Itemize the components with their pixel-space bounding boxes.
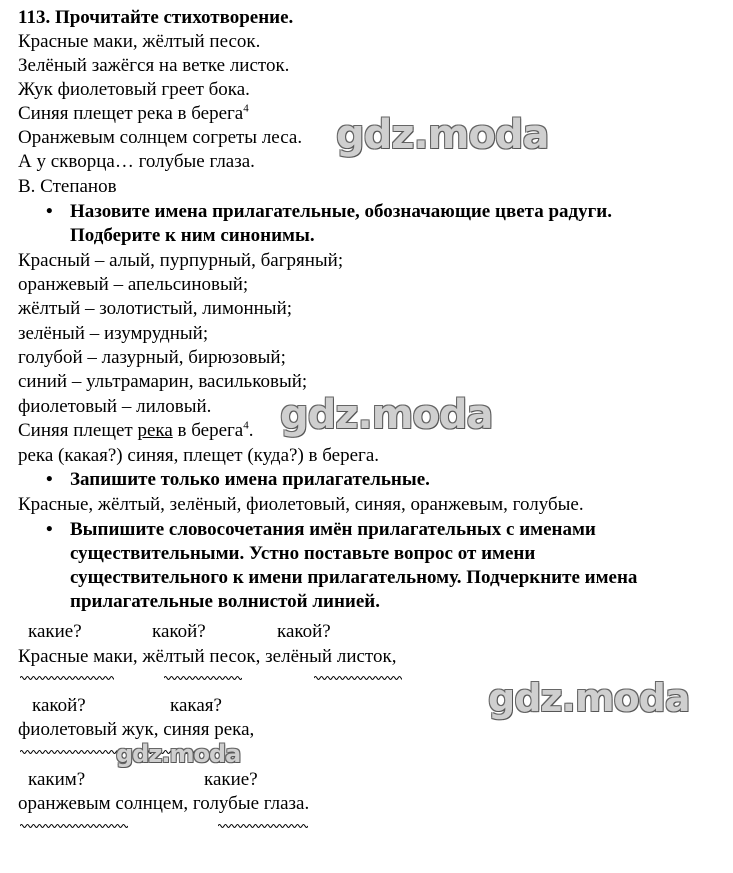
- watermark-logo: gdz.moda: [280, 392, 493, 438]
- analysis-line-2: река (какая?) синяя, плещет (куда?) в берега.: [18, 445, 380, 466]
- analysis-line-1: [18, 419, 253, 443]
- task-3-line-2: существительными. Устно поставьте вопрос от имени: [70, 543, 536, 564]
- question-label: какие?: [28, 621, 82, 642]
- underlined-subject: река: [137, 420, 173, 441]
- wavy-underline: [218, 822, 308, 830]
- task-3-text-1: Выпишите словосочетания имён прилагательных с именами: [70, 519, 596, 540]
- synonym-line-5: голубой – лазурный, бирюзовый;: [18, 347, 286, 368]
- wavy-underline: [20, 822, 128, 830]
- question-label: каким?: [28, 769, 86, 790]
- poem-author: В. Степанов: [18, 176, 117, 197]
- task-3-line-4: прилагательные волнистой линией.: [70, 591, 380, 612]
- question-label: какая?: [170, 695, 222, 716]
- poem-line-3: Жук фиолетовый греет бока.: [18, 79, 250, 100]
- exercise-heading: 113. Прочитайте стихотворение.: [18, 7, 294, 28]
- synonym-line-1: Красный – алый, пурпурный, багряный;: [18, 250, 344, 271]
- phrase-line-2: фиолетовый жук, синяя река,: [18, 719, 255, 740]
- poem-line-6: А у скворца… голубые глаза.: [18, 151, 255, 172]
- task-1-line-1: [46, 200, 612, 224]
- poem-line-4: [18, 102, 249, 126]
- synonym-line-2: оранжевый – апельсиновый;: [18, 274, 249, 295]
- poem-line-5: Оранжевым солнцем согреты леса.: [18, 127, 303, 148]
- wavy-underline: [314, 674, 402, 682]
- poem-line-4-text: Синяя плещет река в берега: [18, 103, 244, 124]
- watermark-logo: gdz.moda: [336, 112, 549, 158]
- synonym-line-4: зелёный – изумрудный;: [18, 323, 209, 344]
- bullet: •: [46, 469, 53, 490]
- phrase-line-1: Красные маки, жёлтый песок, зелёный листок,: [18, 646, 397, 667]
- question-label: какие?: [204, 769, 258, 790]
- watermark-logo: gdz.moda: [488, 676, 690, 720]
- question-label: какой?: [32, 695, 86, 716]
- wavy-underline: [20, 748, 130, 756]
- adjectives-answer: Красные, жёлтый, зелёный, фиолетовый, синяя, оранжевым, голубые.: [18, 494, 584, 515]
- question-label: какой?: [277, 621, 331, 642]
- task-2-line-1: [46, 468, 430, 492]
- task-3-line-3: существительного к имени прилагательному. Подчеркните имена: [70, 567, 638, 588]
- poem-line-1: Красные маки, жёлтый песок.: [18, 31, 261, 52]
- bullet: •: [46, 519, 53, 540]
- question-label: какой?: [152, 621, 206, 642]
- task-2-text: Запишите только имена прилагательные.: [70, 469, 430, 490]
- wavy-underline: [20, 674, 114, 682]
- task-1-text-1: Назовите имена прилагательные, обозначающие цвета радуги.: [70, 201, 612, 222]
- footnote-mark-2: 4: [243, 419, 249, 432]
- synonym-line-7: фиолетовый – лиловый.: [18, 396, 212, 417]
- task-1-line-2: Подберите к ним синонимы.: [70, 225, 315, 246]
- watermark-logo: gdz.moda: [116, 740, 241, 768]
- wavy-underline: [164, 674, 242, 682]
- synonym-line-3: жёлтый – золотистый, лимонный;: [18, 298, 293, 319]
- phrase-line-3: оранжевым солнцем, голубые глаза.: [18, 793, 310, 814]
- analysis-prefix: Синяя плещет: [18, 420, 138, 441]
- bullet: •: [46, 201, 53, 222]
- analysis-suffix: в берега: [172, 420, 244, 441]
- synonym-line-6: синий – ультрамарин, васильковый;: [18, 371, 308, 392]
- task-3-line-1: [46, 518, 596, 542]
- analysis-end: .: [248, 420, 254, 441]
- poem-line-2: Зелёный зажёгся на ветке листок.: [18, 55, 290, 76]
- footnote-mark: 4: [243, 102, 249, 115]
